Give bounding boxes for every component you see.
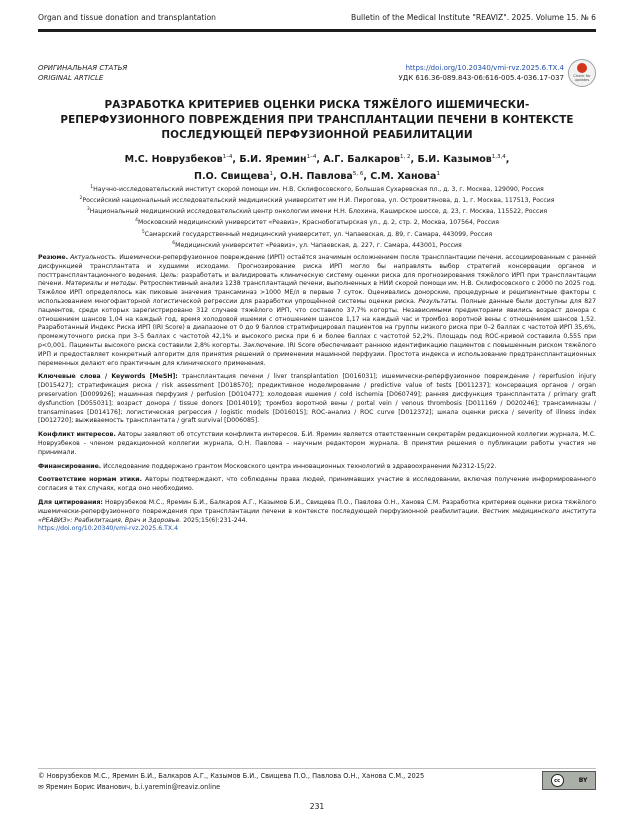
- affiliation: $^2$Российский национальный исследовательский медицинский университет им Н.И. Пирогова, ул. Островитянова, д. 1, г. Москва, 117513, Россия: [79, 196, 555, 205]
- article-identifiers: [398, 63, 564, 83]
- article-type-en: ORIGINAL ARTICLE: [38, 74, 104, 82]
- author-list: М.С. Новрузбеков$^{1-4}$, Б.И. Яремин$^{1-4}$, А.Г. Балкаров$^{1, 2}$, Б.И. Казымов$^{1,3,4}$, П.О. Свищева$^1$, О.Н. Павлова$^{5, 6}$, С.М. Ханова$^1$: [124, 154, 510, 183]
- cc-by-license-badge[interactable]: [542, 771, 596, 790]
- citation-doi-link[interactable]: https://doi.org/10.20340/vmi-rvz.2025.6.TX.4: [38, 525, 179, 533]
- author: М.С. Новрузбеков$^{1-4}$: [124, 154, 233, 166]
- corresponding-author: ✉ Яремин Борис Иванович, b.i.yaremin@reaviz.online: [38, 783, 221, 791]
- keywords: Ключевые слова / Keywords [MeSH]: трансплантация печени / liver transplantation [D016031]; ишемически-реперфузионное повреждение / reperfusion injury [D015427]; стратификация риска / risk assessment [D018570]; предиктивное моделирование / predictive value of tests [D011237]; консервация органов / organ preservation [D009926]; машинная перфузия / perfusion [D010477]; холодовая ишемия / cold ischemia [D060749]; ранняя дисфункция трансплантата / primary graft dysfunction [D055031]; возраст донора / tissue donors [D014019]; тромбоз воротной вены / portal vein / venous thrombosis [D011169 / D020246]; трансаминазы / transaminases [D014176]; логистическая регрессия / logistic models [D016015]; ROC-анализ / ROC curve [D012372]; шкала оценки риска / severity of illness index [D012720]; выживаемость трансплантата / graft survival [D006085].: [38, 373, 596, 425]
- running-header: [38, 10, 596, 24]
- article-front-matter: [38, 254, 596, 539]
- doi-link[interactable]: https://doi.org/10.20340/vmi-rvz.2025.6.TX.4: [405, 64, 564, 72]
- header-journal: Bulletin of the Medical Institute "REAVIZ". 2025. Volume 15. № 6: [351, 12, 596, 22]
- funding: Финансирование. Исследование поддержано грантом Московского центра инновационных технологий в здравоохранении №2312-15/22.: [38, 462, 497, 470]
- author: О.Н. Павлова$^{5, 6}$: [280, 171, 364, 183]
- footer-rule: [38, 768, 596, 769]
- header-section: Organ and tissue donation and transplantation: [38, 12, 216, 22]
- by-icon: BY: [578, 777, 588, 784]
- citation: Для цитирования: Новрузбеков М.С., Яремин Б.И., Балкаров А.Г., Казымов Б.И., Свищева П.О., Павлова О.Н., Ханова С.М. Разработка критериев оценки риска тяжёлого ишемически-реперфузионного повреждения при трансплантации печени в контексте последующей перфузионной реабилитации. Вестник медицинского института «РЕАВИЗ»: Реабилитация, Врач и Здоровье. 2025;15(6):231-244. https://doi.org/10.20340/vmi-rvz.2025.6.TX.4: [38, 498, 597, 533]
- check-for-updates-badge[interactable]: [568, 59, 596, 87]
- badge-label: Check for updates: [573, 73, 591, 82]
- affiliation: $^5$Самарский государственный медицинский университет, ул. Чапаевская, д. 89, г. Самара, 443099, Россия: [141, 229, 493, 238]
- affiliation: $^4$Московский медицинский университет «Реавиз», Краснобогатырская ул., д. 2, стр. 2, Москва, 107564, Россия: [135, 218, 499, 227]
- article-title: РАЗРАБОТКА КРИТЕРИЕВ ОЦЕНКИ РИСКА ТЯЖЁЛОГО ИШЕМИЧЕСКИ-РЕПЕРФУЗИОННОГО ПОВРЕЖДЕНИЯ ПРИ ТРАНСПЛАНТАЦИИ ПЕЧЕНИ В КОНТЕКСТЕ ПОСЛЕДУЮЩЕЙ ПЕРФУЗИОННОЙ РЕАБИЛИТАЦИИ: [60, 99, 574, 141]
- affiliation: $^3$Национальный медицинский исследовательский центр онкологии имени Н.Н. Блохина, Каширское шоссе, д. 23, г. Москва, 115522, Россия: [86, 207, 548, 216]
- page-number: 231: [309, 802, 325, 811]
- author: С.М. Ханова$^1$: [370, 171, 440, 183]
- copyright-block: [38, 771, 424, 793]
- article-type-ru: ОРИГИНАЛЬНАЯ СТАТЬЯ: [38, 64, 128, 72]
- check-updates-icon: [577, 63, 587, 73]
- ethics: Соответствие нормам этики. Авторы подтверждают, что соблюдены права людей, принимавших участие в исследовании, включая получение информированного согласия в тех случаях, когда оно необходимо.: [38, 476, 596, 493]
- affiliation: $^1$Научно-исследовательский институт скорой помощи им. Н.В. Склифосовского, Большая Сухаревская пл., д. 3, г. Москва, 129090, Россия: [90, 185, 544, 194]
- article-type: [38, 63, 127, 83]
- abstract: Резюме. Актуальность. Ишемически-реперфузионное повреждение (ИРП) остаётся значимым осложнением после трансплантации печени, ассоциированным с ранней дисфункцией трансплантата и худшими исходами. Прогнозирование риска ИРП могло бы направлять выбор стратегий консервации органов и посттрансплантационного ведения. Цель: разработать и валидировать клиническую систему оценки риска для прогнозирования тяжёлого ИРП при трансплантации печени. Материалы и методы. Ретроспективный анализ 1238 трансплантаций печени, выполненных в НИИ скорой помощи им. Н.В. Склифосовского с 2000 по 2025 год. Тяжёлое ИРП определялось как пиковые значения трансаминаз >1000 МЕ/л в первые 7 суток. Оценивались донорские, процедурные и реципиентные факторы с использованием многофакторной логистической регрессии для разработки упрощённой системы оценки риска. Результаты. Полные данные были доступны для 827 пациентов, среди которых зарегистрировано 312 случаев тяжёлого ИРП, что составило 37,7% когорты. Независимыми предикторами явились возраст донора с отношением шансов 1,04 на каждый год, время холодовой ишемии с отношением шансов 1,17 на каждый час и тромбоз воротной вены с отношением шансов 1,52. Разработанный Индекс Риска ИРП (IRI Score) в диапазоне от 0 до 9 баллов стратифицировал пациентов на группы низкого риска при 0–2 баллах с частотой ИРП 35,6%, промежуточного риска при 3–5 баллах с частотой 42,1% и высокого риска при 6 и более баллах с частотой 52,2%. Площадь под ROC-кривой составила 0,555 при p<0,001. Пациенты высокого риска составили 2,8% когорты. Заключение. IRI Score обеспечивает раннюю идентификацию пациентов с повышенным риском тяжёлого ИРП и предоставляет конкретный алгоритм для принятия решений о применении машинной перфузии. Простота индекса и использование предтрансплантационных переменных делают его практичным для клинического применения.: [38, 254, 597, 367]
- affiliation: $^6$Медицинский университет «Реавиз», ул. Чапаевская, д. 227, г. Самара, 443001, Россия: [172, 240, 462, 249]
- author: Б.И. Казымов$^{1,3,4}$: [417, 154, 506, 166]
- conflict-of-interest: Конфликт интересов. Авторы заявляют об отсутствии конфликта интересов. Б.И. Яремин является ответственным секретарём редакционной коллегии журнала, М.С. Новрузбеков - членом редакционной коллегии журнала, О.Н. Павлова – научным редактором журнала. В принятии решения о публикации работы участия не принимали.: [38, 431, 596, 456]
- cc-icon: cc: [551, 774, 564, 787]
- header-rule: [38, 29, 596, 32]
- author: Б.И. Яремин$^{1-4}$: [239, 154, 317, 166]
- udc-code: УДК 616.36-089.843-06:616-005.4-036.17-037: [398, 74, 564, 82]
- author: А.Г. Балкаров$^{1, 2}$: [323, 154, 411, 166]
- copyright-line: © Новрузбеков М.С., Яремин Б.И., Балкаров А.Г., Казымов Б.И., Свищева П.О., Павлова О.Н., Ханова С.М., 2025: [38, 772, 425, 780]
- affiliation-list: [38, 183, 596, 250]
- author: П.О. Свищева$^1$: [194, 171, 274, 183]
